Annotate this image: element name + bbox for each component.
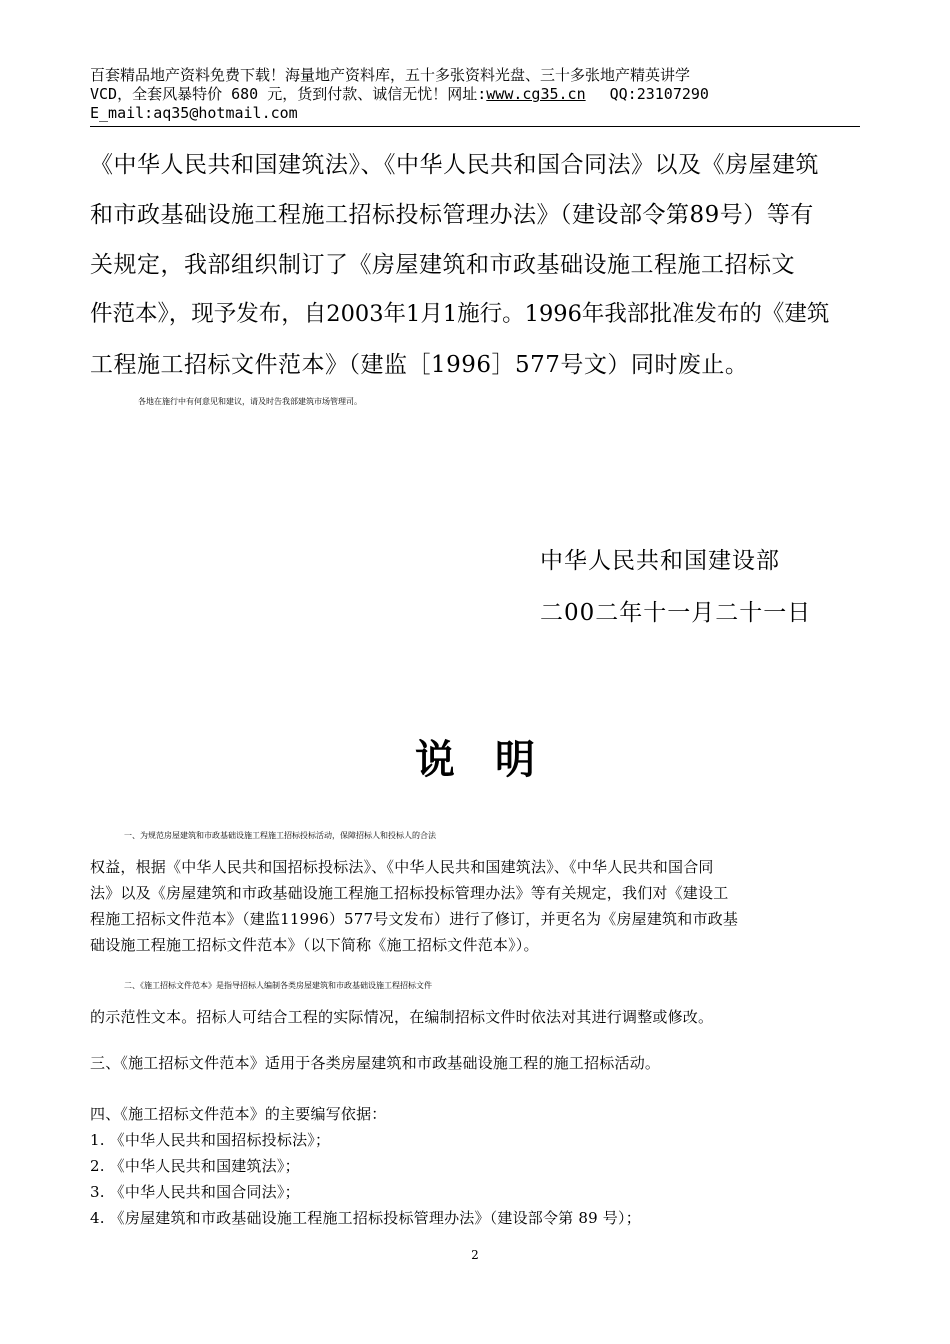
announcement-line-5: 工程施工招标文件范本》（建监［1996］577号文）同时废止。 bbox=[90, 352, 749, 378]
explanation-line-4: 程施工招标文件范本》（建监11996）577号文发布）进行了修订，并更名为《房屋建筑和市政基 bbox=[90, 910, 739, 928]
page-header bbox=[90, 66, 860, 123]
explanation-line-7: 的示范性文本。招标人可结合工程的实际情况，在编制招标文件时依法对其进行调整或修改。 bbox=[90, 1008, 714, 1026]
email-address: E_mail:aq35@hotmail.com bbox=[90, 104, 298, 122]
explanation-line-9: 四、《施工招标文件范本》的主要编写依据： bbox=[90, 1105, 387, 1123]
issuing-authority: 中华人民共和国建设部 bbox=[540, 548, 780, 574]
announcement-line-6: 各地在施行中有何意见和建议，请及时告我部建筑市场管理司。 bbox=[138, 397, 362, 406]
announcement-line-3: 关规定，我部组织制订了《房屋建筑和市政基础设施工程施工招标文 bbox=[90, 252, 795, 278]
announcement-line-2: 和市政基础设施工程施工招标投标管理办法》（建设部令第89号）等有 bbox=[90, 202, 814, 228]
basis-item-4: 4. 《房屋建筑和市政基础设施工程施工招标投标管理办法》（建设部令第 89 号）； bbox=[90, 1209, 641, 1227]
explanation-line-8: 三、《施工招标文件范本》适用于各类房屋建筑和市政基础设施工程的施工招标活动。 bbox=[90, 1054, 661, 1072]
announcement-line-1: 《中华人民共和国建筑法》、《中华人民共和国合同法》以及《房屋建筑 bbox=[90, 152, 819, 178]
qq-number: QQ:23107290 bbox=[609, 85, 709, 103]
announcement-line-4: 件范本》，现予发布，自2003年1月1施行。1996年我部批准发布的《建筑 bbox=[90, 301, 830, 327]
basis-item-1: 1. 《中华人民共和国招标投标法》； bbox=[90, 1131, 331, 1149]
explanation-line-3: 法》以及《房屋建筑和市政基础设施工程施工招标投标管理办法》等有关规定，我们对《建设工 bbox=[90, 884, 729, 902]
page-number: 2 bbox=[471, 1248, 479, 1262]
explanation-line-5: 础设施工程施工招标文件范本》（以下简称《施工招标文件范本》）。 bbox=[90, 936, 539, 954]
website-link[interactable]: www.cg35.cn bbox=[486, 85, 586, 103]
issue-date: 二00二年十一月二十一日 bbox=[540, 600, 812, 626]
explanation-line-6: 二、《施工招标文件范本》是指导招标人编制各类房屋建筑和市政基础设施工程招标文件 bbox=[124, 981, 432, 990]
section-title: 说明 bbox=[415, 737, 575, 783]
basis-item-3: 3. 《中华人民共和国合同法》； bbox=[90, 1183, 300, 1201]
explanation-line-2: 权益，根据《中华人民共和国招标投标法》、《中华人民共和国建筑法》、《中华人民共和国合同 bbox=[90, 858, 714, 876]
header-line-2 bbox=[90, 85, 860, 104]
header-line-2-text: VCD，全套风暴特价 680 元，货到付款、诚信无忧！网址: bbox=[90, 85, 487, 103]
header-line-1: 百套精品地产资料免费下载！海量地产资料库，五十多张资料光盘、三十多张地产精英讲学 bbox=[90, 66, 691, 84]
header-divider bbox=[90, 126, 860, 127]
basis-item-2: 2. 《中华人民共和国建筑法》； bbox=[90, 1157, 300, 1175]
explanation-line-1: 一、为规范房屋建筑和市政基础设施工程施工招标投标活动，保障招标人和投标人的合法 bbox=[124, 831, 436, 840]
